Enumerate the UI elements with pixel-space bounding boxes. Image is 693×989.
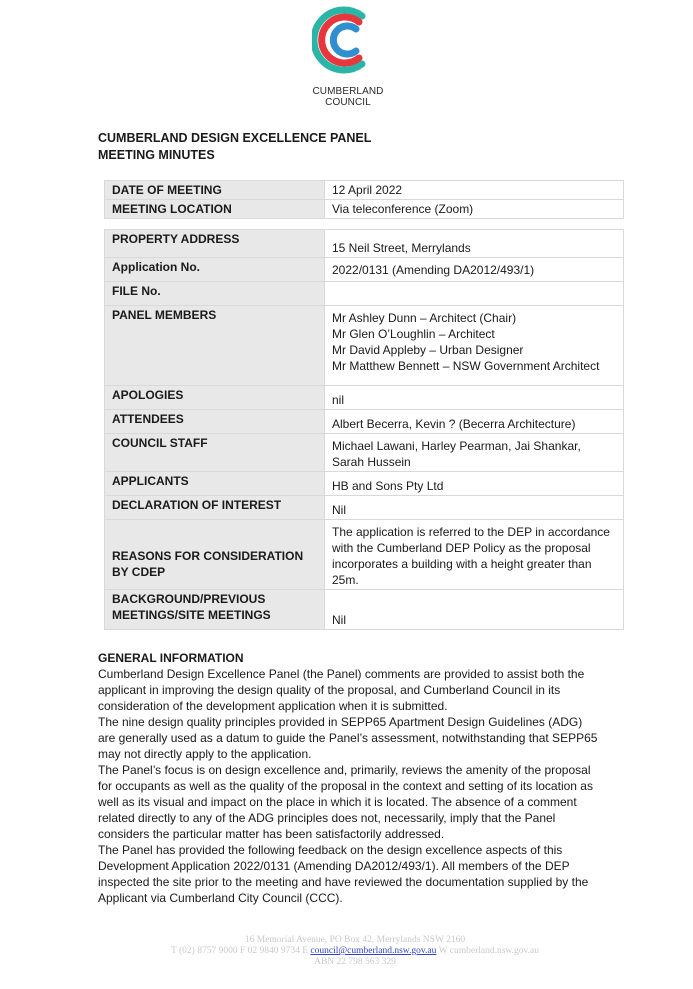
logo-blue-arc: [333, 26, 356, 54]
footer-abn: ABN 22 798 563 329: [314, 957, 396, 967]
logo-line2: COUNCIL: [325, 97, 371, 108]
document-title: [98, 130, 371, 164]
reasons-value: The application is referred to the DEP in accordance with the Cumberland DEP Policy as the proposal incorporates a building with a height greater than 25m.: [325, 520, 624, 590]
location-value: Via teleconference (Zoom): [325, 200, 624, 219]
footer-address: 16 Memorial Avenue, PO Box 42, Merrylands NSW 2160: [244, 935, 466, 945]
location-label: MEETING LOCATION: [105, 200, 325, 219]
reasons-row: [105, 520, 624, 590]
general-paragraph-2: The nine design quality principles provided in SEPP65 Apartment Design Guidelines (ADG) are generally used as a datum to guide the Panel’s assessment, notwithstanding that SEPP65 may not directly apply to the application.: [98, 715, 598, 761]
interest-row: [105, 496, 624, 520]
meeting-table: [104, 180, 624, 219]
interest-label: DECLARATION OF INTEREST: [105, 496, 325, 520]
property-label: PROPERTY ADDRESS: [105, 230, 325, 258]
file-value: [325, 282, 624, 306]
background-label: BACKGROUND/PREVIOUS MEETINGS/SITE MEETINGS: [105, 590, 325, 630]
application-row: [105, 258, 624, 282]
meeting-location-row: [105, 200, 624, 219]
attendees-row: [105, 410, 624, 434]
general-heading: GENERAL INFORMATION: [98, 651, 244, 665]
title-line2: MEETING MINUTES: [98, 148, 215, 162]
attendees-label: ATTENDEES: [105, 410, 325, 434]
general-paragraph-1: Cumberland Design Excellence Panel (the Panel) comments are provided to assist both the applicant in improving the design quality of the proposal, and Cumberland Council in its consideration of the development application when it is submitted.: [98, 667, 585, 713]
application-value: 2022/0131 (Amending DA2012/493/1): [325, 258, 624, 282]
footer-web: W cumberland.nsw.gov.au: [436, 946, 540, 956]
attendees-value: Albert Becerra, Kevin ? (Becerra Architecture): [325, 410, 624, 434]
title-line1: CUMBERLAND DESIGN EXCELLENCE PANEL: [98, 131, 372, 145]
date-value: 12 April 2022: [325, 181, 624, 200]
staff-label: COUNCIL STAFF: [105, 434, 325, 472]
panel-label: PANEL MEMBERS: [105, 306, 325, 386]
cumberland-council-logo: [312, 4, 384, 76]
reasons-label: REASONS FOR CONSIDERATION BY CDEP: [105, 520, 325, 590]
general-paragraph-4: The Panel has provided the following feedback on the design excellence aspects of this Development Application 2022/0131 (Amending DA2012/493/1). All members of the DEP inspected the site prior to the meeting and have reviewed the documentation supplied by the Applicant via Cumberland City Council (CCC).: [98, 843, 589, 905]
general-information: [98, 650, 598, 906]
details-table: [104, 229, 624, 630]
applicants-value: HB and Sons Pty Ltd: [325, 472, 624, 496]
staff-value: Michael Lawani, Harley Pearman, Jai Shankar, Sarah Hussein: [325, 434, 624, 472]
file-row: [105, 282, 624, 306]
background-row: [105, 590, 624, 630]
panel-row: [105, 306, 624, 386]
footer-email-link[interactable]: council@cumberland.nsw.gov.au: [310, 946, 437, 956]
logo-wordmark: [300, 86, 396, 108]
apologies-row: [105, 386, 624, 410]
footer-contact: [140, 946, 570, 957]
file-label: FILE No.: [105, 282, 325, 306]
application-label: Application No.: [105, 258, 325, 282]
property-row: [105, 230, 624, 258]
applicants-label: APPLICANTS: [105, 472, 325, 496]
apologies-label: APOLOGIES: [105, 386, 325, 410]
footer-phone: T (02) 8757 9000 F 02 9840 9734 E: [170, 946, 311, 956]
interest-value: Nil: [325, 496, 624, 520]
applicants-row: [105, 472, 624, 496]
date-label: DATE OF MEETING: [105, 181, 325, 200]
staff-row: [105, 434, 624, 472]
logo-line1: CUMBERLAND: [312, 86, 384, 97]
meeting-date-row: [105, 181, 624, 200]
apologies-value: nil: [325, 386, 624, 410]
general-paragraph-3: The Panel’s focus is on design excellence and, primarily, reviews the amenity of the proposal for occupants as well as the quality of the proposal in the context and setting of its location as well as its visual and impact on the place in which it is located. The absence of a comment related directly to any of the ADG principles does not, necessarily, imply that the Panel considers the particular matter has been satisfactorily addressed.: [98, 763, 593, 841]
panel-value: Mr Ashley Dunn – Architect (Chair) Mr Glen O’Loughlin – Architect Mr David Appleby – Urban Designer Mr Matthew Bennett – NSW Government Architect: [325, 306, 624, 386]
property-value: 15 Neil Street, Merrylands: [325, 230, 624, 258]
background-value: Nil: [325, 590, 624, 630]
page-footer: [140, 935, 570, 968]
